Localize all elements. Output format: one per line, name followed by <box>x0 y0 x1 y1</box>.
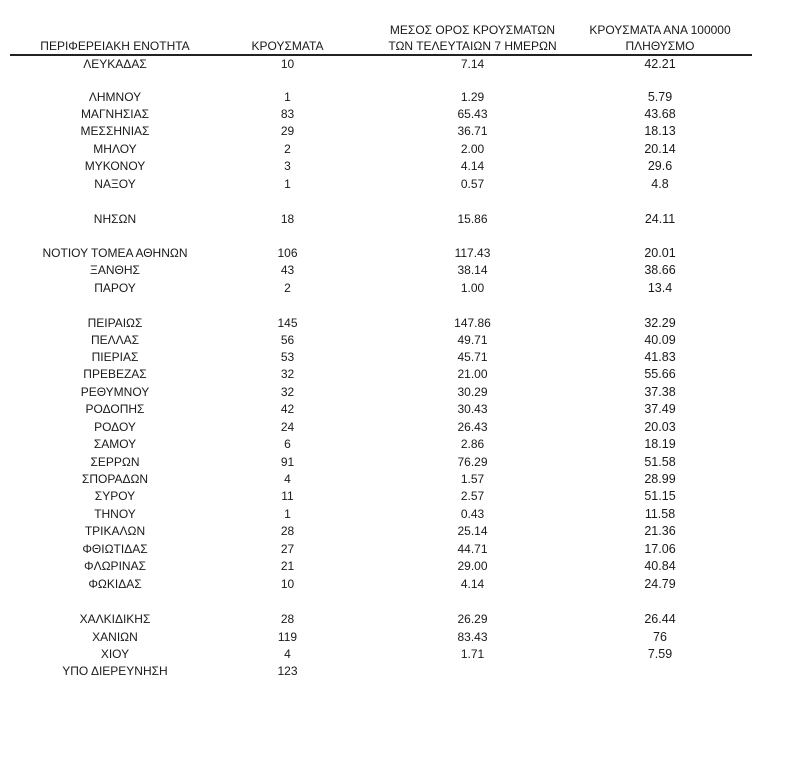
avg-cell: 1.29 <box>460 90 485 104</box>
per100k-cell: 43.68 <box>644 107 676 121</box>
per100k-cell: 32.29 <box>644 316 676 330</box>
cases-cell: 53 <box>280 350 295 364</box>
cases-cell: 83 <box>280 107 295 121</box>
avg-cell: 83.43 <box>457 630 488 644</box>
avg-cell: 2.57 <box>460 489 485 503</box>
table-row <box>0 349 800 366</box>
table-row <box>0 332 800 349</box>
table-row <box>0 315 800 332</box>
region-cell: ΜΗΛΟΥ <box>93 142 137 156</box>
avg-cell: 117.43 <box>454 246 491 260</box>
avg-cell: 4.14 <box>460 577 485 591</box>
region-cell: ΣΑΜΟΥ <box>93 437 137 451</box>
per100k-cell: 4.8 <box>651 177 669 191</box>
region-cell: ΣΥΡΟΥ <box>94 489 136 503</box>
per100k-cell: 13.4 <box>647 281 673 295</box>
cases-cell: 42 <box>280 402 295 416</box>
cases-cell: 1 <box>284 177 291 191</box>
avg-cell: 38.14 <box>457 263 488 277</box>
cases-cell: 32 <box>280 367 295 381</box>
region-cell: ΤΡΙΚΑΛΩΝ <box>84 524 146 538</box>
table-header <box>0 18 800 54</box>
region-cell: ΝΗΣΩΝ <box>93 212 137 226</box>
cases-cell: 106 <box>277 246 298 260</box>
table-row <box>0 646 800 663</box>
table-row <box>0 611 800 628</box>
table-row <box>0 211 800 228</box>
per100k-cell: 51.58 <box>644 455 676 469</box>
table-row <box>0 419 800 436</box>
header-per-100k <box>570 22 750 54</box>
avg-cell: 7.14 <box>460 57 485 71</box>
avg-cell: 1.57 <box>460 472 485 486</box>
table-row <box>0 541 800 558</box>
region-cell: ΡΟΔΟΥ <box>94 420 136 434</box>
per100k-cell: 28.99 <box>644 472 676 486</box>
avg-cell: 30.43 <box>457 402 488 416</box>
header-per-line2: ΠΛΗΘΥΣΜΟ <box>625 39 695 53</box>
avg-cell: 1.71 <box>460 647 485 661</box>
table-row <box>0 245 800 262</box>
header-avg-7-days <box>380 22 565 54</box>
table-row <box>0 663 800 680</box>
region-cell: ΥΠΟ ΔΙΕΡΕΥΝΗΣΗ <box>62 664 168 678</box>
cases-cell: 119 <box>277 630 298 644</box>
avg-cell: 2.00 <box>460 142 485 156</box>
cases-cell: 28 <box>280 524 295 538</box>
per100k-cell: 24.11 <box>644 212 676 226</box>
table-row <box>0 141 800 158</box>
table-row <box>0 471 800 488</box>
avg-cell: 0.57 <box>460 177 485 191</box>
per100k-cell: 11.58 <box>644 507 676 521</box>
region-cell: ΠΙΕΡΙΑΣ <box>91 350 139 364</box>
cases-cell: 4 <box>284 647 291 661</box>
region-cell: ΣΠΟΡΑΔΩΝ <box>81 472 149 486</box>
header-avg-line2: ΤΩΝ ΤΕΛΕΥΤΑΙΩΝ 7 ΗΜΕΡΩΝ <box>388 39 557 53</box>
per100k-cell: 40.84 <box>644 559 676 573</box>
table-row <box>0 454 800 471</box>
region-cell: ΠΕΙΡΑΙΩΣ <box>87 316 143 330</box>
per100k-cell: 24.79 <box>644 577 676 591</box>
per100k-cell: 20.01 <box>644 246 676 260</box>
avg-cell: 4.14 <box>460 159 485 173</box>
table-row <box>0 576 800 593</box>
per100k-cell: 21.36 <box>644 524 676 538</box>
table-row <box>0 89 800 106</box>
region-cell: ΤΗΝΟΥ <box>94 507 136 521</box>
region-cell: ΜΥΚΟΝΟΥ <box>84 159 146 173</box>
cases-cell: 24 <box>280 420 295 434</box>
per100k-cell: 17.06 <box>644 542 676 556</box>
region-cell: ΧΙΟΥ <box>100 647 130 661</box>
avg-cell: 26.29 <box>457 612 488 626</box>
per100k-cell: 18.19 <box>644 437 676 451</box>
per100k-cell: 40.09 <box>644 333 676 347</box>
avg-cell: 45.71 <box>457 350 488 364</box>
region-cell: ΛΗΜΝΟΥ <box>88 90 142 104</box>
cases-cell: 91 <box>280 455 295 469</box>
cases-cell: 2 <box>284 281 291 295</box>
avg-cell: 0.43 <box>460 507 485 521</box>
avg-cell: 49.71 <box>457 333 488 347</box>
avg-cell: 76.29 <box>457 455 488 469</box>
avg-cell: 26.43 <box>457 420 488 434</box>
cases-cell: 56 <box>280 333 295 347</box>
avg-cell: 21.00 <box>457 367 488 381</box>
cases-cell: 123 <box>277 664 298 678</box>
table-row <box>0 629 800 646</box>
region-cell: ΠΡΕΒΕΖΑΣ <box>83 367 147 381</box>
per100k-cell: 41.83 <box>644 350 676 364</box>
table-row <box>0 56 800 73</box>
region-cell: ΜΕΣΣΗΝΙΑΣ <box>80 124 150 138</box>
table-row <box>0 280 800 297</box>
per100k-cell: 55.66 <box>644 367 676 381</box>
avg-cell: 36.71 <box>457 124 488 138</box>
table-row <box>0 158 800 175</box>
table-row <box>0 176 800 193</box>
region-cell: ΦΘΙΩΤΙΔΑΣ <box>82 542 148 556</box>
cases-cell: 29 <box>280 124 295 138</box>
avg-cell: 147.86 <box>454 316 491 330</box>
table-row <box>0 558 800 575</box>
region-cell: ΧΑΛΚΙΔΙΚΗΣ <box>79 612 151 626</box>
cases-cell: 27 <box>280 542 295 556</box>
region-cell: ΝΑΞΟΥ <box>94 177 136 191</box>
region-cell: ΡΟΔΟΠΗΣ <box>85 402 145 416</box>
per100k-cell: 42.21 <box>644 57 676 71</box>
table-row <box>0 506 800 523</box>
per100k-cell: 18.13 <box>644 124 676 138</box>
table-row <box>0 488 800 505</box>
header-cases: ΚΡΟΥΣΜΑΤΑ <box>251 39 324 53</box>
region-cell: ΡΕΘΥΜΝΟΥ <box>80 385 150 399</box>
cases-cell: 21 <box>280 559 295 573</box>
table-row <box>0 366 800 383</box>
region-cell: ΣΕΡΡΩΝ <box>90 455 140 469</box>
table-row <box>0 262 800 279</box>
avg-cell: 1.00 <box>460 281 485 295</box>
header-region: ΠΕΡΙΦΕΡΕΙΑΚΗ ΕΝΟΤΗΤΑ <box>40 39 190 53</box>
region-cell: ΧΑΝΙΩΝ <box>92 630 138 644</box>
table-row <box>0 123 800 140</box>
region-cell: ΦΩΚΙΔΑΣ <box>88 577 142 591</box>
cases-cell: 10 <box>280 57 295 71</box>
cases-cell: 32 <box>280 385 295 399</box>
table-row <box>0 523 800 540</box>
per100k-cell: 20.14 <box>644 142 676 156</box>
cases-cell: 28 <box>280 612 295 626</box>
avg-cell: 44.71 <box>457 542 488 556</box>
per100k-cell: 51.15 <box>644 489 676 503</box>
avg-cell: 25.14 <box>457 524 488 538</box>
region-cell: ΠΕΛΛΑΣ <box>90 333 140 347</box>
table-row <box>0 436 800 453</box>
cases-cell: 6 <box>284 437 291 451</box>
avg-cell: 15.86 <box>457 212 488 226</box>
cases-cell: 18 <box>280 212 295 226</box>
cases-cell: 43 <box>280 263 295 277</box>
region-cell: ΜΑΓΝΗΣΙΑΣ <box>80 107 150 121</box>
per100k-cell: 5.79 <box>647 90 673 104</box>
region-cell: ΝΟΤΙΟΥ ΤΟΜΕΑ ΑΘΗΝΩΝ <box>42 246 188 260</box>
cases-cell: 1 <box>284 90 291 104</box>
cases-cell: 10 <box>280 577 295 591</box>
cases-cell: 3 <box>284 159 291 173</box>
table-row <box>0 384 800 401</box>
per100k-cell: 29.6 <box>647 159 673 173</box>
header-avg-line1: ΜΕΣΟΣ ΟΡΟΣ ΚΡΟΥΣΜΑΤΩΝ <box>389 23 556 37</box>
table-row <box>0 401 800 418</box>
cases-cell: 145 <box>277 316 298 330</box>
per100k-cell: 37.49 <box>644 402 676 416</box>
avg-cell: 30.29 <box>457 385 488 399</box>
per100k-cell: 76 <box>653 630 667 644</box>
region-cell: ΞΑΝΘΗΣ <box>90 263 140 277</box>
region-cell: ΠΑΡΟΥ <box>94 281 136 295</box>
per100k-cell: 26.44 <box>644 612 676 626</box>
region-cell: ΛΕΥΚΑΔΑΣ <box>83 57 147 71</box>
cases-cell: 2 <box>284 142 291 156</box>
avg-cell: 2.86 <box>460 437 485 451</box>
per100k-cell: 38.66 <box>644 263 676 277</box>
per100k-cell: 37.38 <box>644 385 676 399</box>
cases-cell: 11 <box>281 489 294 503</box>
per100k-cell: 20.03 <box>644 420 676 434</box>
cases-cell: 1 <box>284 507 291 521</box>
header-per-line1: ΚΡΟΥΣΜΑΤΑ ΑΝΑ 100000 <box>589 23 731 37</box>
cases-cell: 4 <box>284 472 291 486</box>
region-cell: ΦΛΩΡΙΝΑΣ <box>84 559 146 573</box>
avg-cell: 65.43 <box>457 107 488 121</box>
table-row <box>0 106 800 123</box>
per100k-cell: 7.59 <box>647 647 673 661</box>
avg-cell: 29.00 <box>457 559 488 573</box>
